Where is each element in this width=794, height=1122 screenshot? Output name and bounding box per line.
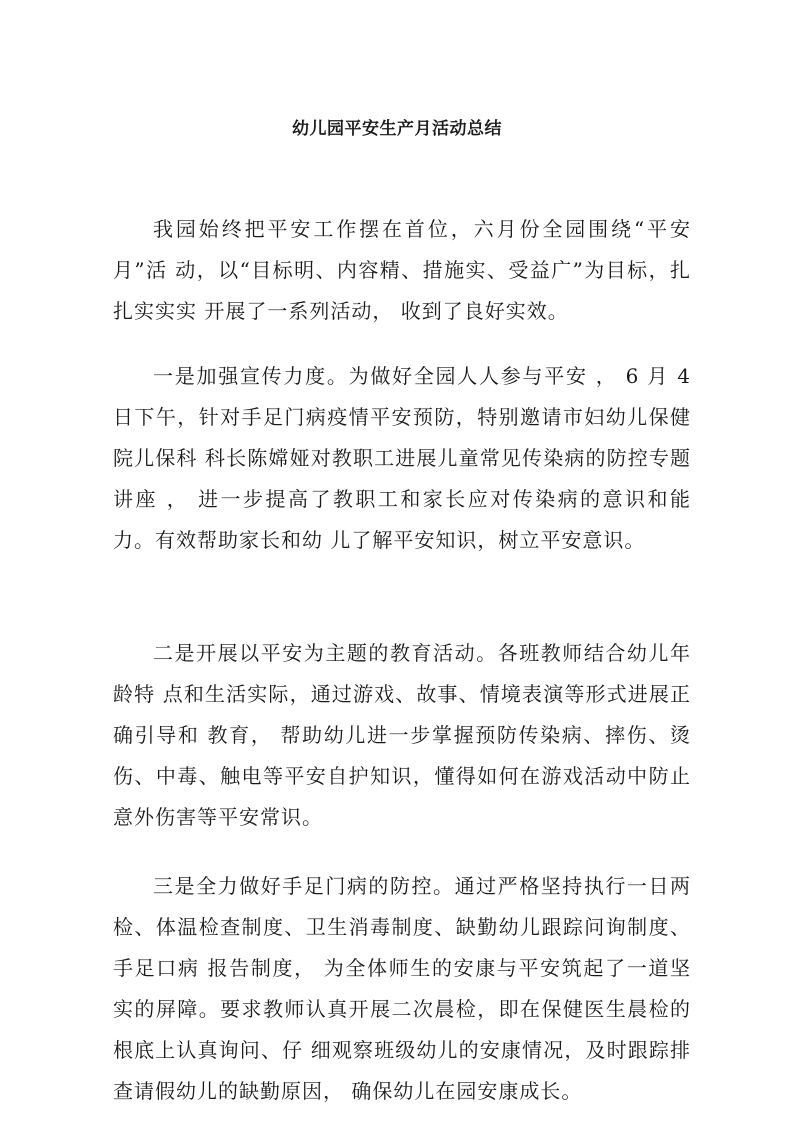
paragraph-prevention: 三是全力做好手足门病的防控。通过严格坚持执行一日两检、体温检查制度、卫生消毒制度、缺勤幼儿跟踪问询制度、手足口病 报告制度， 为全体师生的安康与平安筑起了一道坚实的屏障。要求教师认真开展二次晨检，即在保健医生晨检的根底上认真询问、仔 细观察班级幼儿的安康情况，及时跟踪排查请假幼儿的缺勤原因， 确保幼儿在园安康成长。 — [113, 874, 691, 1103]
paragraph-education: 二是开展以平安为主题的教育活动。各班教师结合幼儿年龄特 点和生活实际，通过游戏、故事、情境表演等形式进展正确引导和 教育， 帮助幼儿进一步掌握预防传染病、摔伤、烫伤、中毒、触电等平安自护知识，懂得如何在游戏活动中防止意外伤害等平安常识。 — [113, 641, 691, 829]
paragraph-intro: 我园始终把平安工作摆在首位，六月份全园围绕“平安月”活 动，以“目标明、内容精、措施实、受益广”为目标，扎扎实实实 开展了一系列活动， 收到了良好实效。 — [113, 217, 691, 323]
paragraph-publicity: 一是加强宣传力度。为做好全园人人参与平安 ， 6 月 4 日下午，针对手足门病疫情平安预防，特别邀请市妇幼儿保健院儿保科 科长陈嫦娅对教职工进展儿童常见传染病的防控专题讲座 ， 进一步提高了教职工和家长应对传染病的意识和能力。有效帮助家长和幼 儿了解平安知识，树立平安意识。 — [113, 364, 691, 552]
document-title: 幼儿园平安生产月活动总结 — [292, 119, 502, 139]
